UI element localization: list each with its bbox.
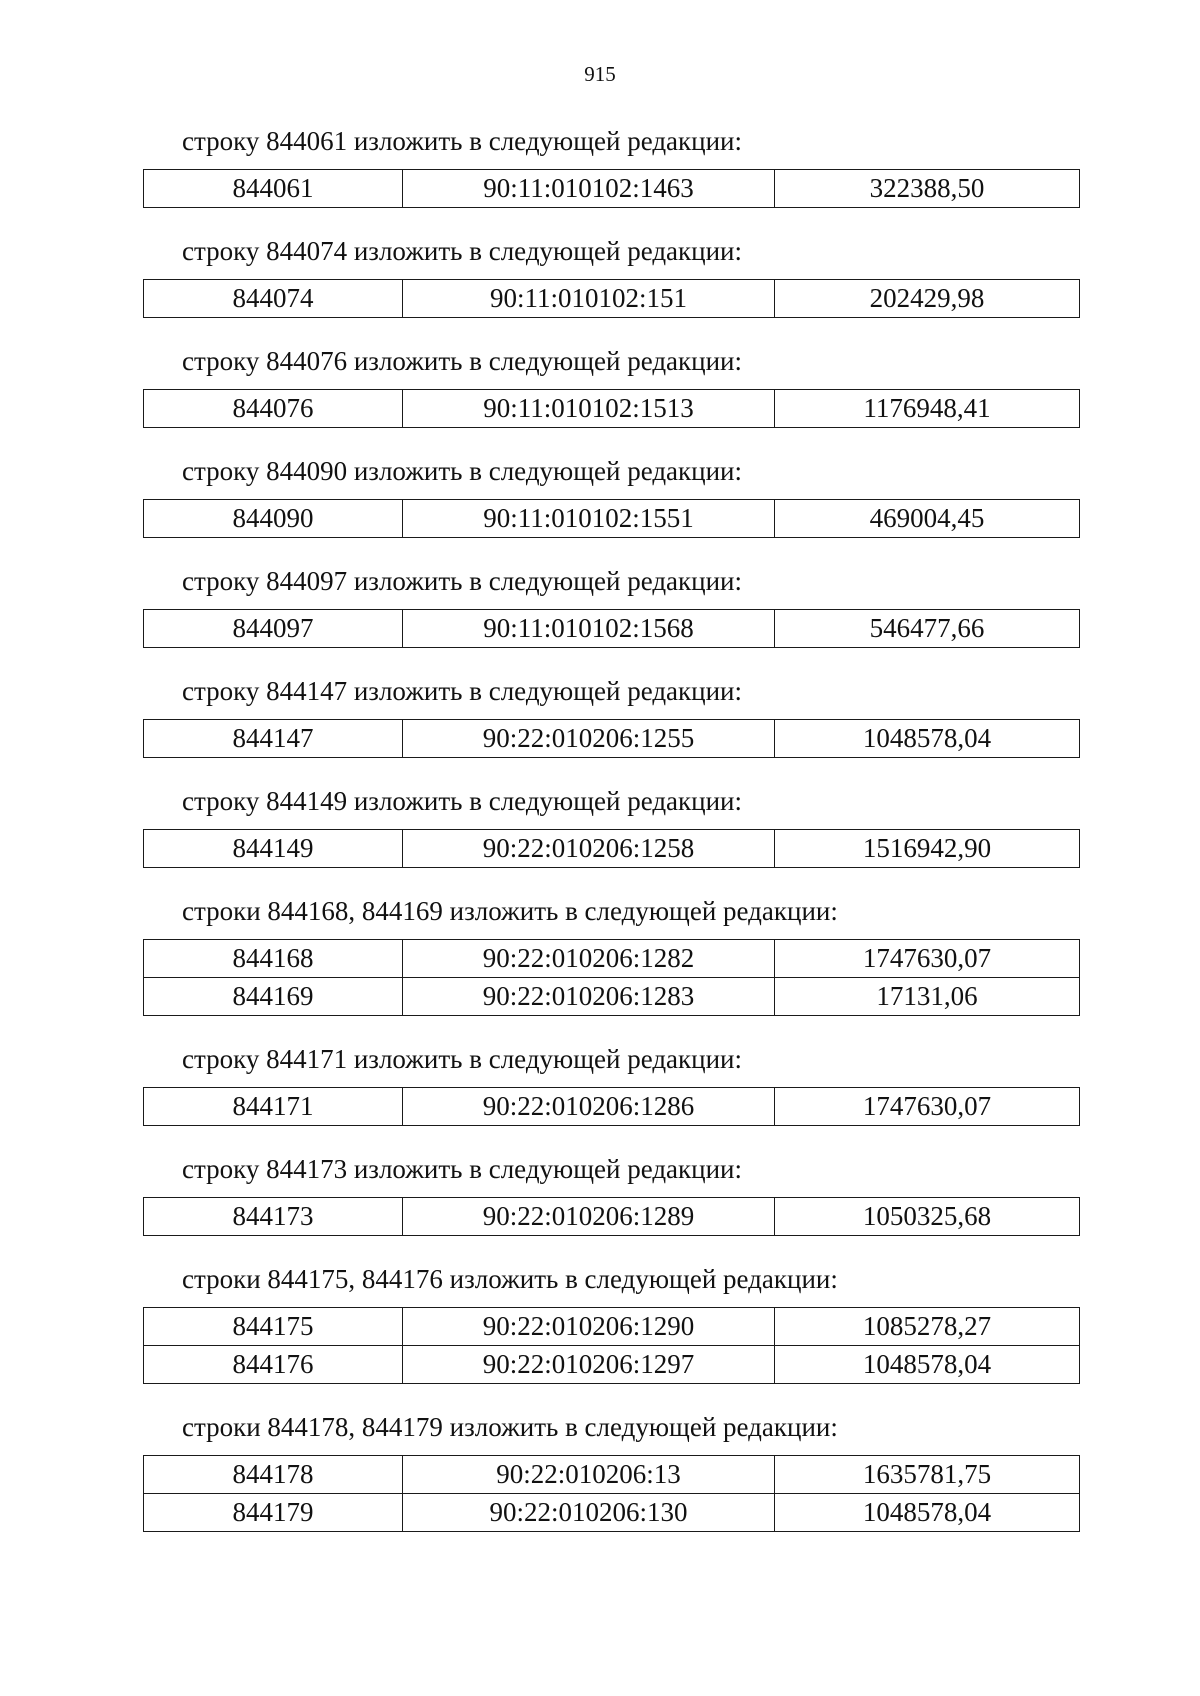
table-row	[144, 978, 1080, 1016]
cadastral-number-cell: 90:11:010102:1551	[403, 500, 775, 538]
record-table	[143, 1455, 1080, 1532]
cadastral-number-cell: 90:11:010102:151	[403, 280, 775, 318]
value-cell: 1048578,04	[775, 720, 1080, 758]
cadastral-number-cell: 90:11:010102:1568	[403, 610, 775, 648]
value-cell: 1635781,75	[775, 1456, 1080, 1494]
value-cell: 1050325,68	[775, 1198, 1080, 1236]
amendment-instruction: строку 844090 изложить в следующей редакции:	[182, 456, 743, 486]
table-row	[144, 1494, 1080, 1532]
record-table	[143, 939, 1080, 1016]
record-table	[143, 829, 1080, 868]
value-cell: 1048578,04	[775, 1494, 1080, 1532]
cadastral-number-cell: 90:22:010206:1282	[403, 940, 775, 978]
cadastral-number-cell: 90:22:010206:1255	[403, 720, 775, 758]
table-row	[144, 830, 1080, 868]
value-cell: 1085278,27	[775, 1308, 1080, 1346]
record-number-cell: 844090	[144, 500, 403, 538]
table-row	[144, 390, 1080, 428]
record-table	[143, 1307, 1080, 1384]
amendment-instruction: строки 844168, 844169 изложить в следующей редакции:	[182, 896, 838, 926]
table-row	[144, 940, 1080, 978]
cadastral-number-cell: 90:22:010206:1283	[403, 978, 775, 1016]
amendment-section	[0, 344, 1200, 428]
amendment-instruction: строку 844097 изложить в следующей редакции:	[182, 566, 743, 596]
amendment-section	[0, 454, 1200, 538]
value-cell: 546477,66	[775, 610, 1080, 648]
amendment-section	[0, 234, 1200, 318]
table-row	[144, 280, 1080, 318]
page-number: 915	[584, 62, 616, 86]
record-number-cell: 844074	[144, 280, 403, 318]
record-number-cell: 844147	[144, 720, 403, 758]
value-cell: 17131,06	[775, 978, 1080, 1016]
record-table	[143, 719, 1080, 758]
cadastral-number-cell: 90:22:010206:130	[403, 1494, 775, 1532]
record-number-cell: 844176	[144, 1346, 403, 1384]
record-number-cell: 844097	[144, 610, 403, 648]
value-cell: 469004,45	[775, 500, 1080, 538]
record-number-cell: 844149	[144, 830, 403, 868]
amendment-instruction: строку 844149 изложить в следующей редакции:	[182, 786, 743, 816]
value-cell: 1048578,04	[775, 1346, 1080, 1384]
amendment-instruction: строку 844074 изложить в следующей редакции:	[182, 236, 743, 266]
amendment-section	[0, 1410, 1200, 1532]
table-row	[144, 720, 1080, 758]
record-table	[143, 279, 1080, 318]
table-row	[144, 1198, 1080, 1236]
record-table	[143, 1087, 1080, 1126]
amendment-instruction: строку 844076 изложить в следующей редакции:	[182, 346, 743, 376]
record-number-cell: 844076	[144, 390, 403, 428]
cadastral-number-cell: 90:22:010206:1289	[403, 1198, 775, 1236]
amendment-section	[0, 894, 1200, 1016]
table-row	[144, 1456, 1080, 1494]
amendment-section	[0, 564, 1200, 648]
table-row	[144, 1088, 1080, 1126]
amendment-instruction: строку 844171 изложить в следующей редакции:	[182, 1044, 743, 1074]
record-number-cell: 844168	[144, 940, 403, 978]
cadastral-number-cell: 90:22:010206:13	[403, 1456, 775, 1494]
record-number-cell: 844173	[144, 1198, 403, 1236]
amendment-section	[0, 1042, 1200, 1126]
record-number-cell: 844179	[144, 1494, 403, 1532]
table-row	[144, 1308, 1080, 1346]
record-table	[143, 609, 1080, 648]
cadastral-number-cell: 90:11:010102:1463	[403, 170, 775, 208]
cadastral-number-cell: 90:22:010206:1258	[403, 830, 775, 868]
amendment-section	[0, 1152, 1200, 1236]
cadastral-number-cell: 90:22:010206:1286	[403, 1088, 775, 1126]
value-cell: 1516942,90	[775, 830, 1080, 868]
amendment-instruction: строки 844175, 844176 изложить в следующей редакции:	[182, 1264, 838, 1294]
cadastral-number-cell: 90:22:010206:1297	[403, 1346, 775, 1384]
record-table	[143, 169, 1080, 208]
record-number-cell: 844175	[144, 1308, 403, 1346]
amendment-section	[0, 674, 1200, 758]
amendment-sections	[0, 124, 1200, 1558]
value-cell: 1176948,41	[775, 390, 1080, 428]
record-table	[143, 1197, 1080, 1236]
table-row	[144, 500, 1080, 538]
record-table	[143, 389, 1080, 428]
value-cell: 322388,50	[775, 170, 1080, 208]
cadastral-number-cell: 90:22:010206:1290	[403, 1308, 775, 1346]
table-row	[144, 170, 1080, 208]
amendment-section	[0, 784, 1200, 868]
record-number-cell: 844178	[144, 1456, 403, 1494]
value-cell: 1747630,07	[775, 940, 1080, 978]
value-cell: 1747630,07	[775, 1088, 1080, 1126]
cadastral-number-cell: 90:11:010102:1513	[403, 390, 775, 428]
table-row	[144, 1346, 1080, 1384]
amendment-section	[0, 1262, 1200, 1384]
amendment-instruction: строку 844061 изложить в следующей редакции:	[182, 126, 743, 156]
record-table	[143, 499, 1080, 538]
amendment-instruction: строки 844178, 844179 изложить в следующей редакции:	[182, 1412, 838, 1442]
record-number-cell: 844169	[144, 978, 403, 1016]
record-number-cell: 844061	[144, 170, 403, 208]
value-cell: 202429,98	[775, 280, 1080, 318]
record-number-cell: 844171	[144, 1088, 403, 1126]
amendment-section	[0, 124, 1200, 208]
table-row	[144, 610, 1080, 648]
amendment-instruction: строку 844147 изложить в следующей редакции:	[182, 676, 743, 706]
amendment-instruction: строку 844173 изложить в следующей редакции:	[182, 1154, 743, 1184]
